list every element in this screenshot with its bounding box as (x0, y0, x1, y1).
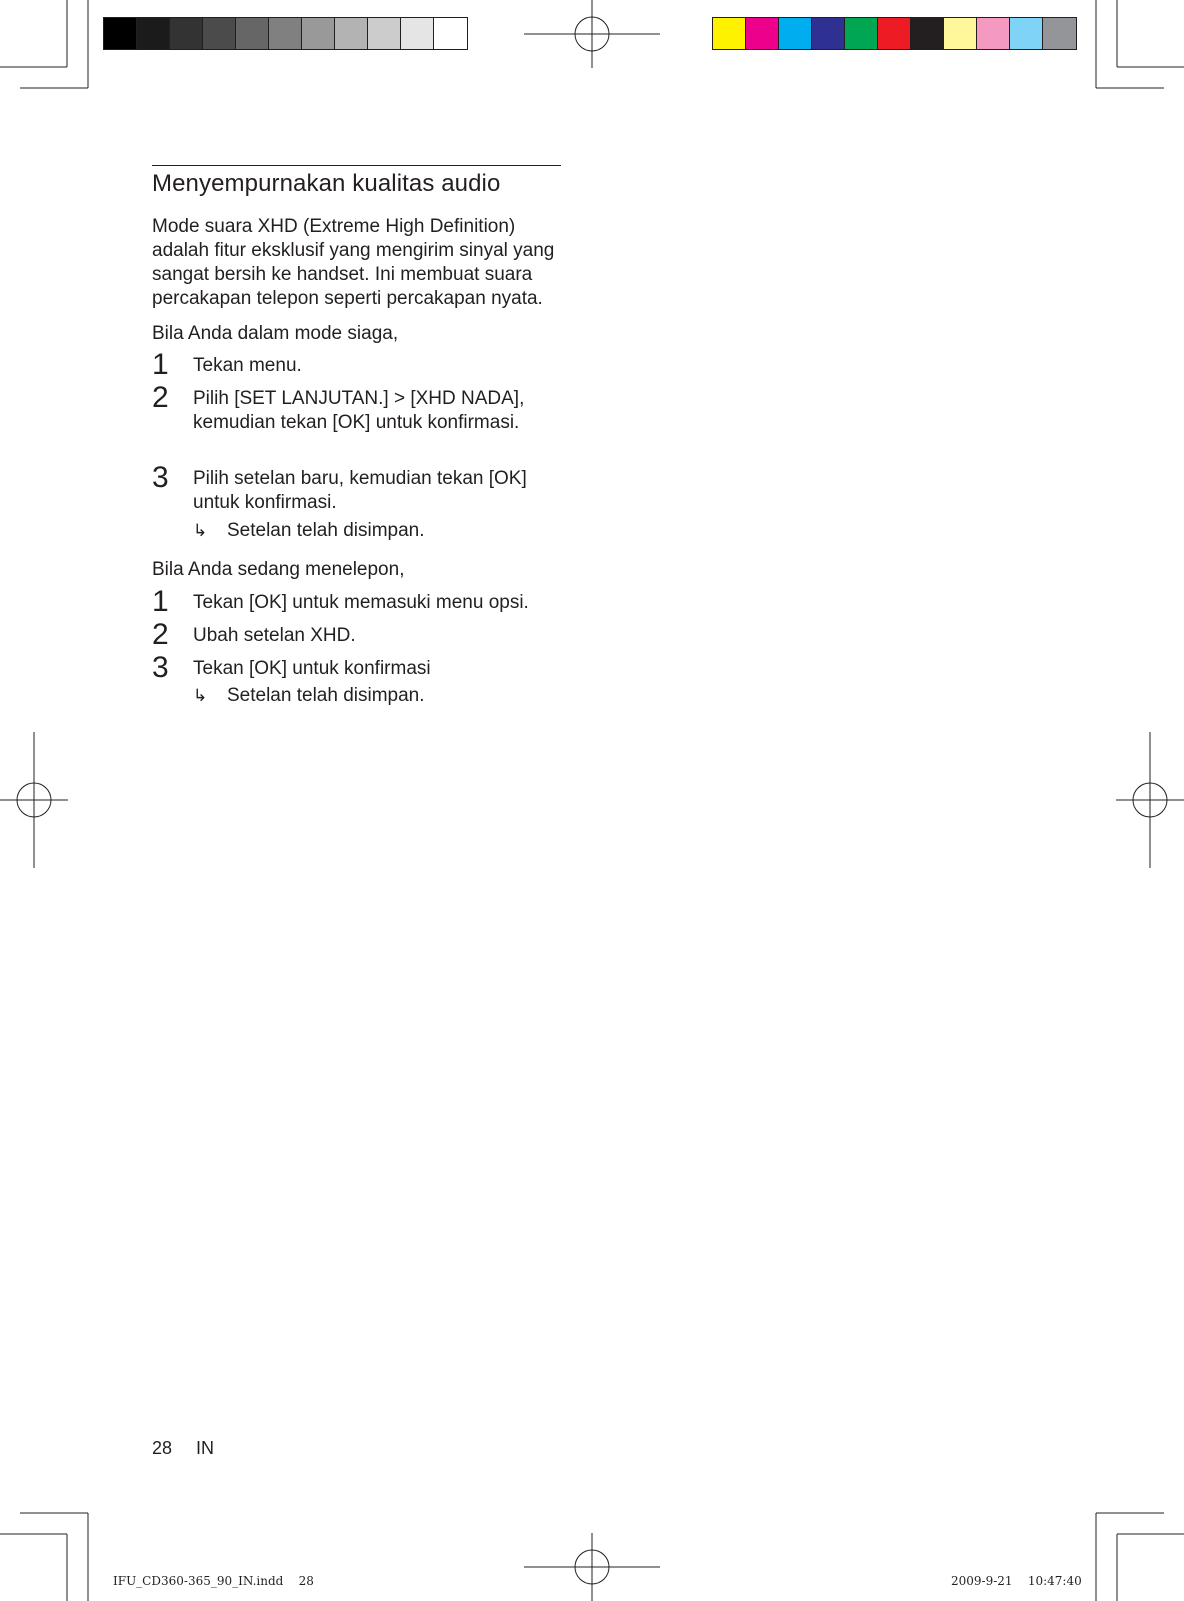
grayscale-swatch (368, 18, 401, 49)
step-number: 1 (152, 348, 169, 381)
page-number: 28 (152, 1438, 173, 1458)
step-text: Tekan [OK] untuk konfirmasi (193, 658, 431, 679)
grayscale-swatch (335, 18, 368, 49)
section-rule (152, 165, 561, 166)
step-text: Ubah setelan XHD. (193, 625, 356, 646)
step-number: 2 (152, 618, 169, 651)
call-result: ↳ Setelan telah disimpan. (193, 685, 425, 706)
crop-mark-top-right (1092, 0, 1184, 92)
slug-filename: IFU_CD360-365_90_IN.indd 28 (113, 1574, 314, 1588)
process-color-swatch (1043, 18, 1076, 49)
intro-paragraph: Mode suara XHD (Extreme High Definition) adalah fitur eksklusif yang mengirim sinyal yang sangat bersih ke handset. Ini membuat suara percakapan telepon seperti percakapan nyata. (152, 216, 555, 309)
process-color-bar (712, 17, 1077, 50)
grayscale-swatch (137, 18, 170, 49)
process-color-swatch (812, 18, 845, 49)
step-number: 2 (152, 381, 169, 414)
grayscale-swatch (170, 18, 203, 49)
step-text: Tekan menu. (193, 355, 302, 376)
process-color-swatch (911, 18, 944, 49)
slug-timestamp: 2009-9-21 10:47:40 (951, 1574, 1082, 1588)
process-color-swatch (845, 18, 878, 49)
arrow-right-hook-icon: ↳ (193, 521, 208, 540)
process-color-swatch (878, 18, 911, 49)
standby-label: Bila Anda dalam mode siaga, (152, 323, 399, 344)
grayscale-swatch (401, 18, 434, 49)
process-color-swatch (713, 18, 746, 49)
standby-result: ↳ Setelan telah disimpan. (193, 520, 425, 541)
arrow-right-hook-icon: ↳ (193, 686, 208, 705)
process-color-swatch (779, 18, 812, 49)
grayscale-swatch (236, 18, 269, 49)
grayscale-swatch (104, 18, 137, 49)
process-color-swatch (944, 18, 977, 49)
process-color-swatch (1010, 18, 1043, 49)
step-text: Tekan [OK] untuk memasuki menu opsi. (193, 592, 529, 613)
registration-mark-top (524, 0, 660, 68)
grayscale-swatch (269, 18, 302, 49)
grayscale-swatch (302, 18, 335, 49)
grayscale-color-bar (103, 17, 468, 50)
grayscale-swatch (434, 18, 467, 49)
process-color-swatch (977, 18, 1010, 49)
crop-mark-bottom-right (1092, 1509, 1184, 1601)
call-label: Bila Anda sedang menelepon, (152, 559, 405, 580)
process-color-swatch (746, 18, 779, 49)
crop-mark-bottom-left (0, 1509, 92, 1601)
registration-mark-right (1116, 732, 1184, 868)
step-number: 3 (152, 461, 169, 494)
registration-mark-bottom (524, 1533, 660, 1601)
step-number: 1 (152, 585, 169, 618)
step-text: Pilih setelan baru, kemudian tekan [OK] untuk konfirmasi. (193, 468, 527, 513)
section-title: Menyempurnakan kualitas audio (152, 170, 501, 197)
registration-mark-left (0, 732, 68, 868)
grayscale-swatch (203, 18, 236, 49)
step-number: 3 (152, 651, 169, 684)
language-code: IN (196, 1438, 214, 1458)
crop-mark-top-left (0, 0, 92, 92)
step-text: Pilih [SET LANJUTAN.] > [XHD NADA], kemudian tekan [OK] untuk konfirmasi. (193, 388, 525, 433)
